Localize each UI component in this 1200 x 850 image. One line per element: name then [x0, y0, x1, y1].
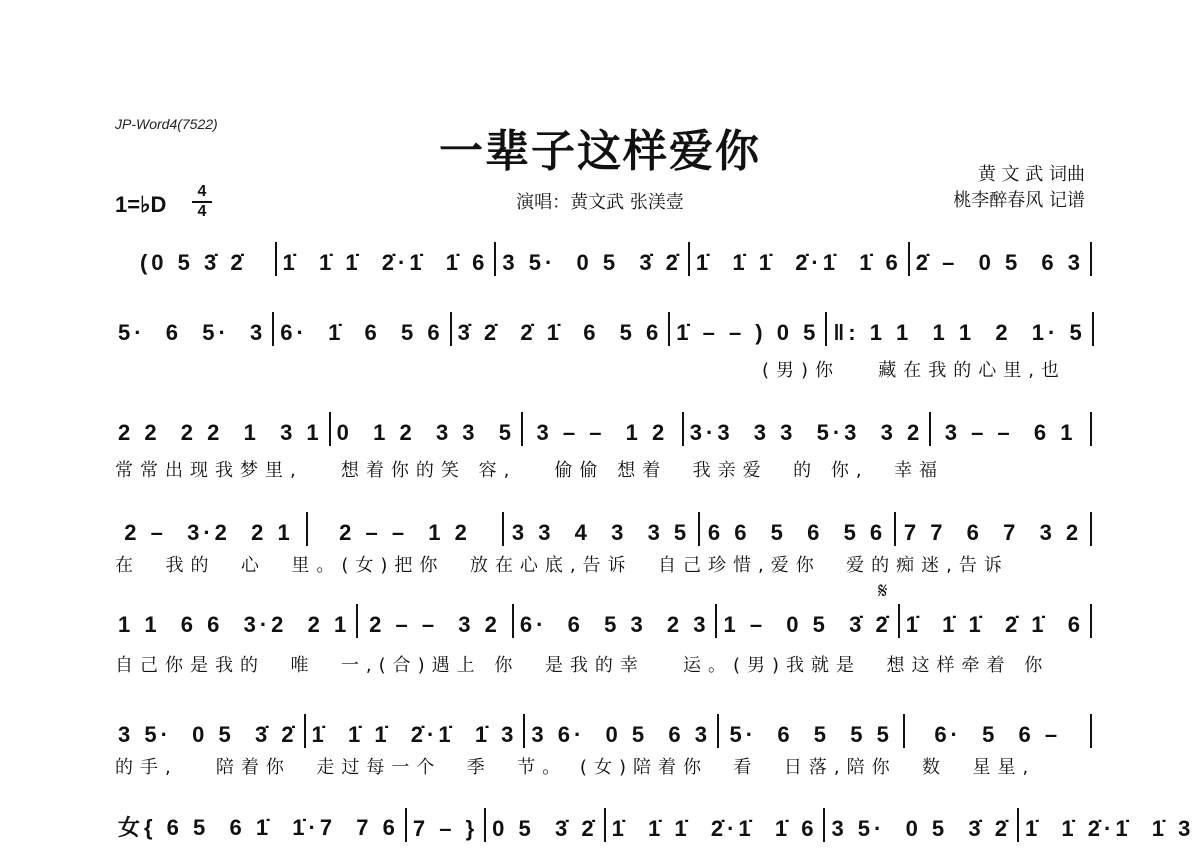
measure-notes: 3 5· 0 5 3̇ 2̇ [502, 250, 682, 275]
measure-notes: 3 5· 0 5 3̇ 2̇ [118, 722, 298, 747]
measure [715, 604, 897, 638]
score-row [112, 602, 1092, 638]
measure [304, 714, 524, 748]
measure-notes: (0 5 3̇ 2̇ [139, 250, 247, 275]
lyrics-line: 自己你是我的 唯 一,(合)遇上 你 是我的幸 运。(男)我就是 想这样牵着 你 [115, 655, 1050, 676]
measure-notes: 1̇ 1̇ 1̇ 2̇·1̇ 1̇ 3 [311, 722, 518, 747]
lyrics-line: 常常出现我梦里, 想着你的笑 容, 偷偷 想着 我亲爱 的 你, 幸福 [115, 460, 944, 481]
score-row [112, 510, 1092, 546]
measure-notes: 6 6 5 6 5 6 [707, 520, 887, 545]
measure-notes: 3·3 3 3 5·3 3 2 [689, 420, 924, 445]
measure [698, 512, 894, 546]
meter-top: 4 [197, 183, 207, 200]
measure-notes: 6· 5 6 – [934, 722, 1062, 747]
segno-sign: 𝄋 [878, 579, 888, 604]
lyrics-line: (男)你 藏在我的心里,也 [762, 360, 1066, 381]
measure [825, 312, 1093, 346]
measure [329, 412, 521, 446]
measure [494, 242, 688, 276]
measure [112, 808, 405, 842]
score-row [112, 712, 1092, 748]
measure-notes: 2 2 2 2 1 3 1 [118, 420, 323, 445]
key-signature: 1=♭D [115, 192, 167, 217]
measure [484, 808, 603, 842]
measure-notes: 1̇ 1̇ 1̇ 2̇·1̇ 1̇ 6 [695, 250, 902, 275]
measure-notes: 6· 6 5 3 2 3 [519, 612, 710, 637]
measure [356, 604, 512, 638]
measure-notes: 1̇ 1̇ 1̇ 2̇·1̇ 1̇ 6 [611, 816, 818, 841]
lyrics-line: 的手, 陪着你 走过每一个 季 节。 (女)陪着你 看 日落,陪你 数 星星, [115, 757, 1036, 778]
measure-notes: 3 6· 0 5 6 3 [531, 722, 711, 747]
measure [903, 714, 1092, 748]
measure-notes: 2 – – 1 2 [339, 520, 471, 545]
measure [604, 808, 824, 842]
measure-notes: 7 7 6 7 3 2 [903, 520, 1083, 545]
measure-notes: 5· 6 5· 3 [118, 320, 267, 345]
measure-notes: 7 – } [412, 816, 479, 841]
measure [898, 604, 1092, 638]
measure [502, 512, 698, 546]
measure-notes: 1̇ 1̇ 2̇·1̇ 1̇ 3 [1024, 816, 1195, 841]
singers: 演唱：黄文武 张渼壹 [516, 192, 684, 213]
measure-notes: 1̇ 1̇ 1̇ 2̇·1̇ 1̇ 6 [282, 250, 489, 275]
measure [112, 312, 272, 346]
measure-notes: ‖: 1 1 1 1 2 1· 5 [833, 320, 1086, 345]
measure-notes: 0 1 2 3 3 5 [336, 420, 515, 445]
measure-notes: 3 3 4 3 3 5 [511, 520, 691, 545]
measure-notes: 3 – – 1 2 [536, 420, 669, 445]
measure [688, 242, 908, 276]
measure-notes: 1̇ – – ) 0 5 [676, 320, 820, 345]
measure-notes: 2 – 3·2 2 1 [124, 520, 294, 545]
measure [682, 412, 929, 446]
score-row [112, 806, 1195, 842]
measure [929, 412, 1092, 446]
measure [450, 312, 669, 346]
measure-notes: 1 1 6 6 3·2 2 1 [118, 612, 351, 637]
measure-notes: 3 5· 0 5 3̇ 2̇ [831, 816, 1011, 841]
measure [908, 242, 1092, 276]
measure-notes: 0 5 3̇ 2̇ [492, 816, 598, 841]
measure [1017, 808, 1200, 842]
measure [512, 604, 716, 638]
measure-notes: 5· 6 5 5 5 [729, 722, 893, 747]
measure [405, 808, 484, 842]
measure [112, 242, 275, 276]
measure-notes: 2̇ – 0 5 6 3 [915, 250, 1084, 275]
measure [717, 714, 904, 748]
measure [112, 604, 356, 638]
measure-notes: 1̇ 1̇ 1̇ 2̇ 1̇ 6 [905, 612, 1084, 637]
score-row [112, 410, 1092, 446]
measure [523, 714, 717, 748]
meter-bottom: 4 [197, 203, 207, 220]
measure [521, 412, 682, 446]
credit-words: 黄 文 武 词曲 [977, 164, 1085, 185]
measure-notes: 女{ 6 5 6 1̇ 1̇·7 7 6 [118, 815, 399, 840]
measure [272, 312, 449, 346]
measure-notes: 3̇ 2̇ 2̇ 1̇ 6 5 6 [457, 320, 663, 345]
measure-notes: 6· 1̇ 6 5 6 [280, 320, 444, 345]
credit-score: 桃李醉春风 记谱 [953, 190, 1085, 211]
measure-notes: 3 – – 6 1 [944, 420, 1077, 445]
measure [112, 714, 304, 748]
measure-notes: 1 – 0 5 3̇ 2̇ [723, 612, 892, 637]
measure [275, 242, 495, 276]
measure [894, 512, 1092, 546]
measure [306, 512, 502, 546]
measure [112, 512, 306, 546]
lyrics-line: 在 我的 心 里。(女)把你 放在心底,告诉 自己珍惜,爱你 爱的痴迷,告诉 [115, 555, 1009, 576]
score-row [112, 310, 1092, 346]
measure [668, 312, 825, 346]
page-title: 一辈子这样爱你 [439, 126, 761, 177]
measure [823, 808, 1017, 842]
measure [112, 412, 329, 446]
score-row [112, 240, 1092, 276]
measure-notes: 2 – – 3 2 [369, 612, 501, 637]
software-label: JP-Word4(7522) [115, 116, 218, 132]
